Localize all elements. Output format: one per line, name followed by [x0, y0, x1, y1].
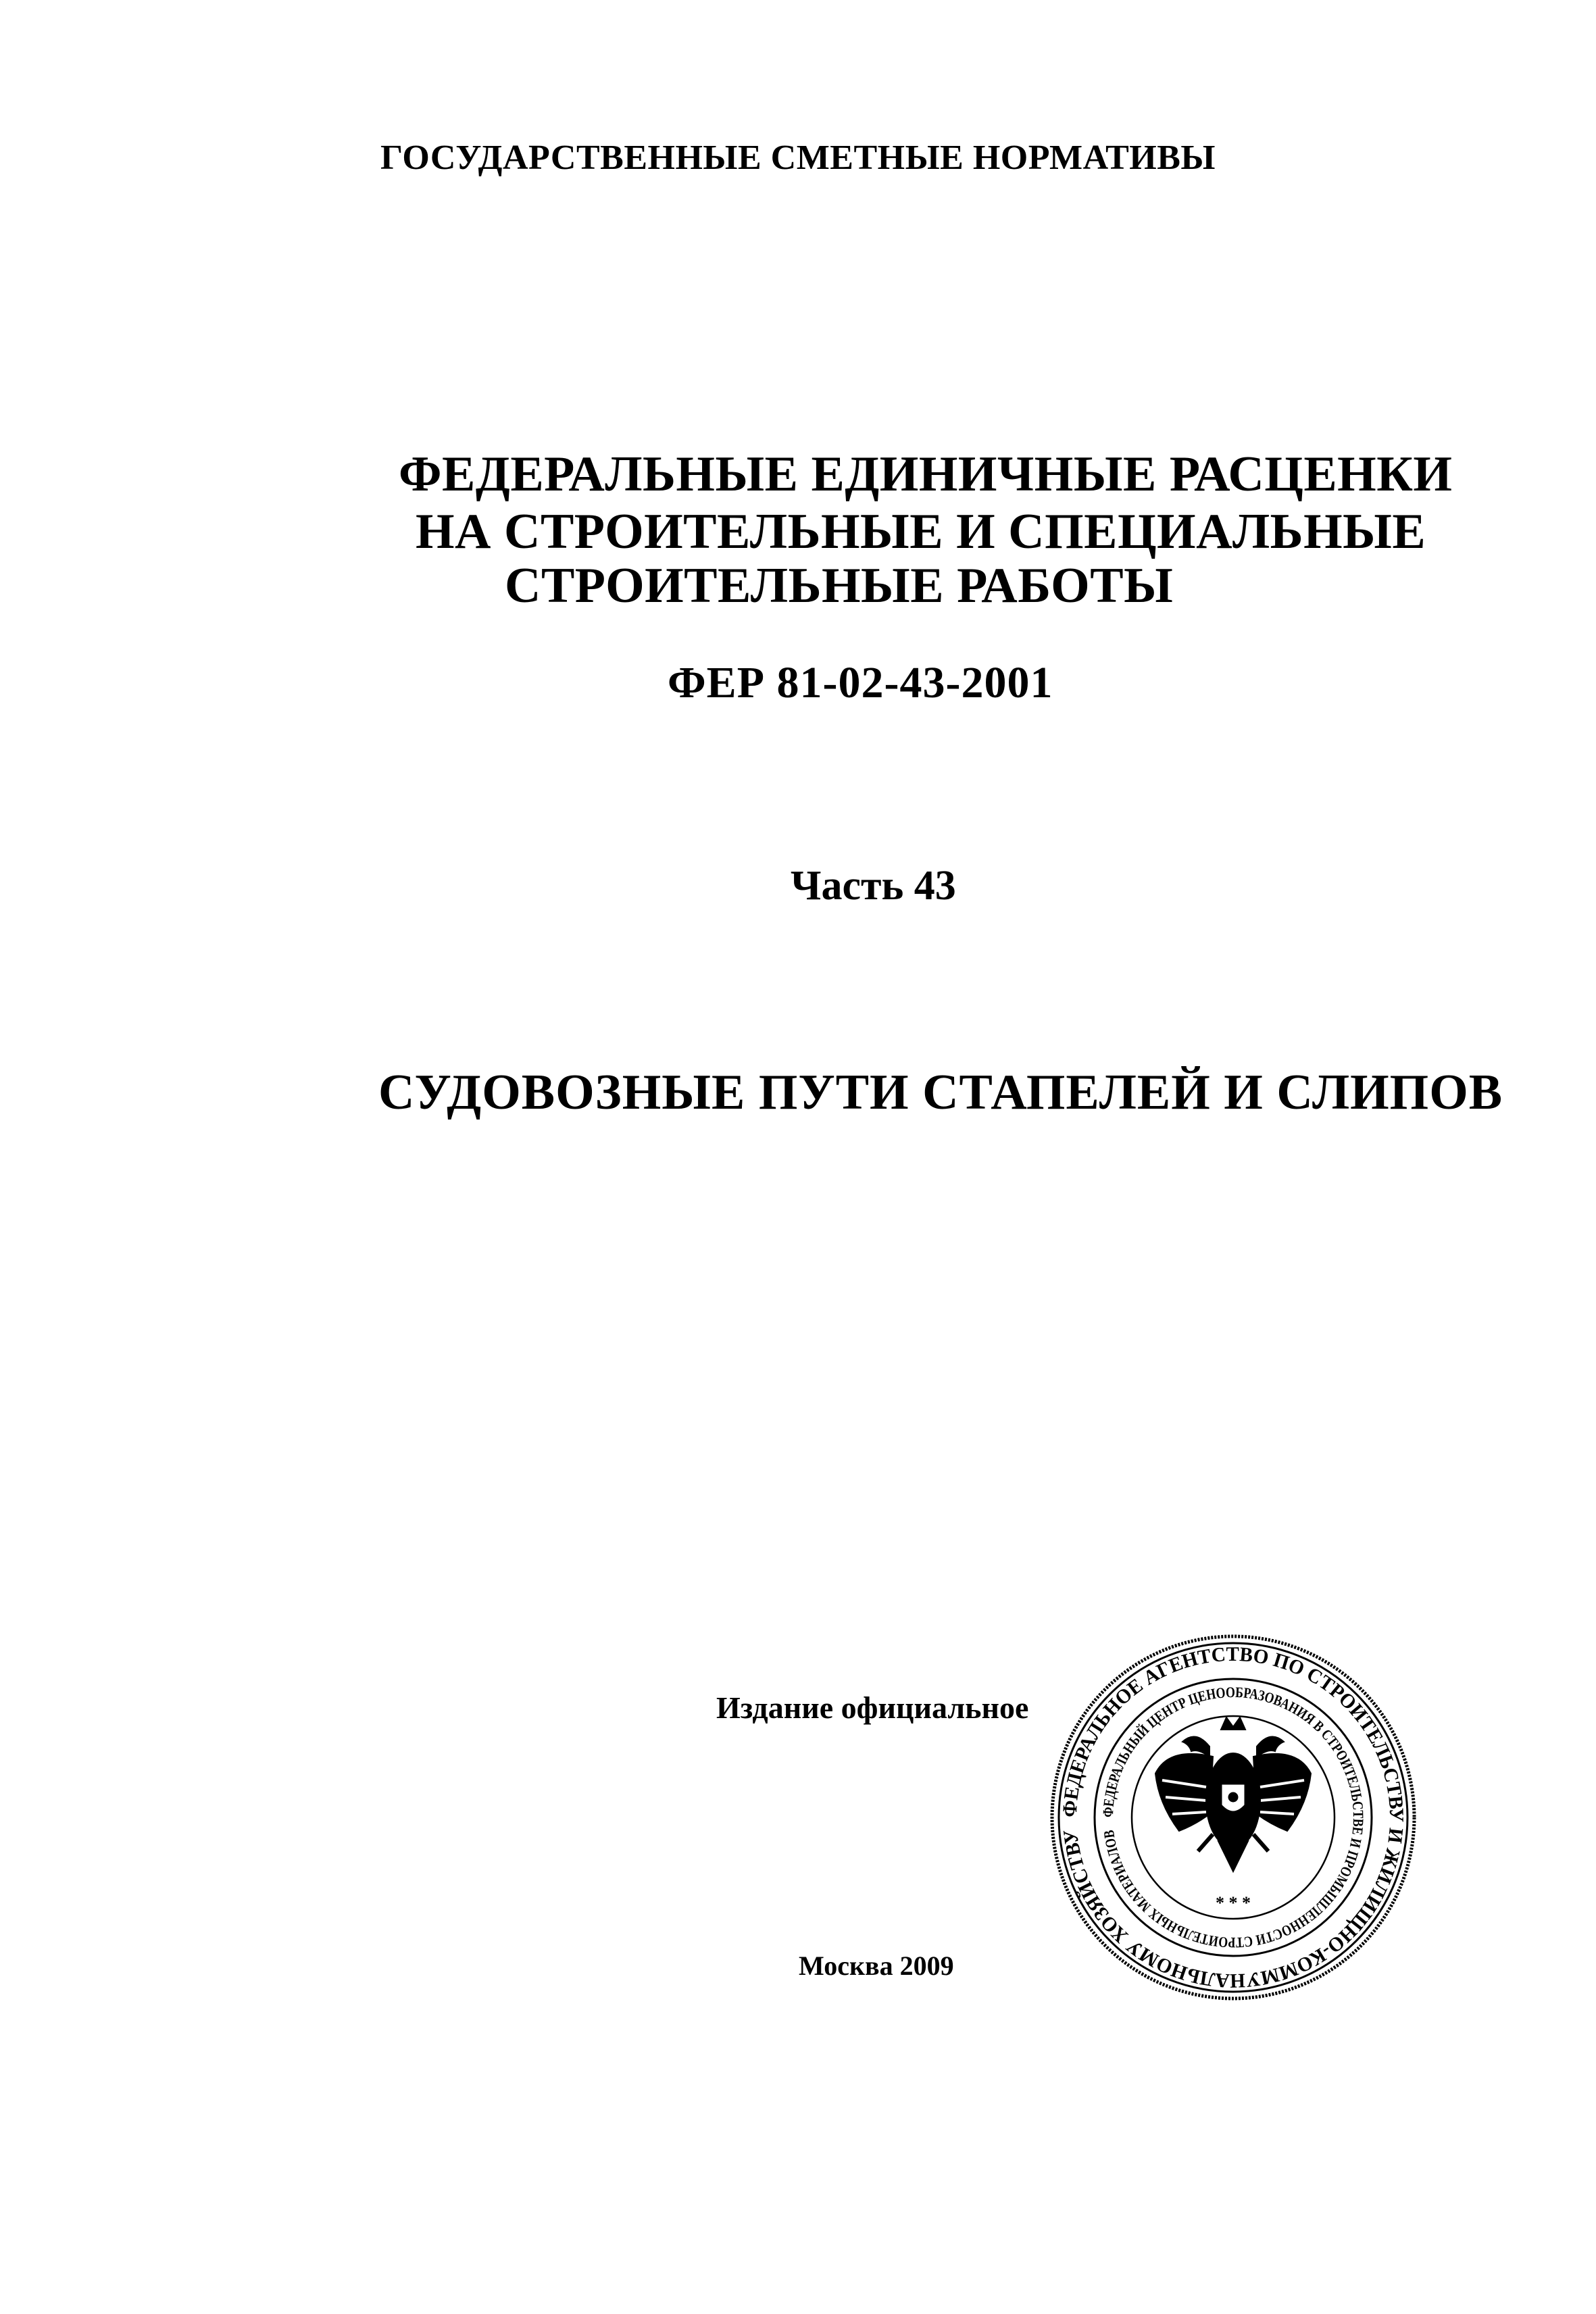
title-line-3: СТРОИТЕЛЬНЫЕ РАБОТЫ	[505, 558, 1174, 613]
official-seal-stamp	[1044, 1628, 1422, 2007]
edition-label: Издание официальное	[716, 1690, 1029, 1725]
stamp-inner-text: ФЕДЕРАЛЬНЫЙ ЦЕНТР ЦЕНООБРАЗОВАНИЯ В СТРОИТЕЛЬСТВЕ И ПРОМЫШЛЕННОСТИ СТРОИТЕЛЬНЫХ МАТЕРИАЛОВ	[1099, 1683, 1368, 1952]
stamp-star-mark: * * *	[1216, 1893, 1251, 1913]
stamp-outer-text: ФЕДЕРАЛЬНОЕ АГЕНТСТВО ПО СТРОИТЕЛЬСТВУ И ЖИЛИЩНО-КОММУНАЛЬНОМУ ХОЗЯЙСТВУ	[1058, 1642, 1408, 1992]
document-subject: СУДОВОЗНЫЕ ПУТИ СТАПЕЛЕЙ И СЛИПОВ	[378, 1065, 1503, 1120]
double-headed-eagle-icon	[1155, 1717, 1311, 1871]
title-line-1: ФЕДЕРАЛЬНЫЕ ЕДИНИЧНЫЕ РАСЦЕНКИ	[399, 447, 1453, 502]
document-part: Часть 43	[791, 863, 956, 909]
document-code: ФЕР 81-02-43-2001	[668, 658, 1053, 707]
title-line-2: НА СТРОИТЕЛЬНЫЕ И СПЕЦИАЛЬНЫЕ	[416, 504, 1426, 559]
publication-city-year: Москва 2009	[799, 1951, 954, 1981]
document-header: ГОСУДАРСТВЕННЫЕ СМЕТНЫЕ НОРМАТИВЫ	[380, 139, 1216, 177]
